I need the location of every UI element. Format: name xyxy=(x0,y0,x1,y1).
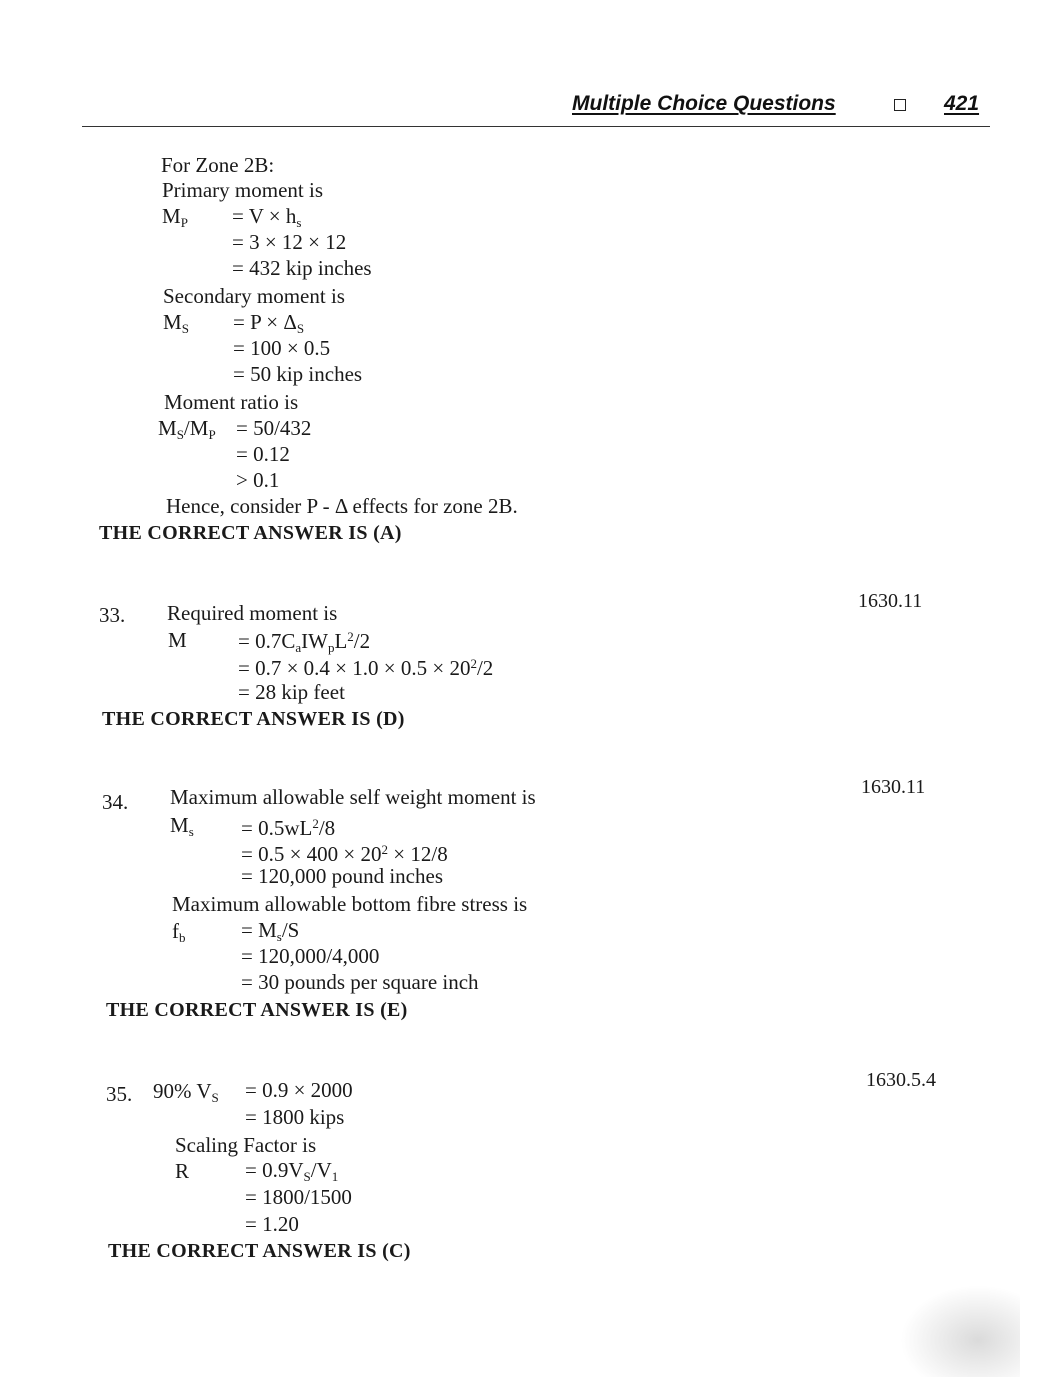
answer-q32: THE CORRECT ANSWER IS (A) xyxy=(99,522,402,544)
q35-equation: = 0.9 × 2000 xyxy=(245,1078,353,1102)
mp-equation: = $V \times h_s$ xyxy=(232,204,302,230)
q35-lead: 90% $V_S$ xyxy=(153,1079,219,1105)
q34-label: Maximum allowable self weight moment is xyxy=(170,785,536,809)
ms-equation: = $P \times \Delta_S$ xyxy=(233,310,305,336)
header-rule xyxy=(82,126,990,127)
mp-step-2: = 432 kip inches xyxy=(232,256,372,280)
q33-symbol: M xyxy=(168,628,187,652)
r-equation: = $0.9V_S/V_1$ xyxy=(245,1158,339,1184)
scan-artifact xyxy=(900,1285,1020,1377)
ratio-step-1: = 0.12 xyxy=(236,442,290,466)
code-reference-q35: 1630.5.4 xyxy=(866,1069,936,1091)
ms-step-2: = 50 kip inches xyxy=(233,362,363,386)
q35-symbol: R xyxy=(175,1159,190,1183)
q34-step-2: = 120,000 pound inches xyxy=(241,864,443,888)
q33-equation: = $0.7C_aIW_pL^2/2$ xyxy=(238,629,371,655)
answer-q35: THE CORRECT ANSWER IS (C) xyxy=(108,1240,411,1262)
page-number: 421 xyxy=(944,92,980,115)
question-number-34: 34. xyxy=(102,790,129,814)
conclusion-text: Hence, consider P - Δ effects for zone 2B. xyxy=(166,494,518,518)
fb-symbol: $f_b$ xyxy=(172,919,186,945)
ms-symbol: $M_S$ xyxy=(163,310,189,336)
primary-moment-label: Primary moment is xyxy=(162,178,323,202)
q33-step-2: = 28 kip feet xyxy=(238,680,345,704)
r-step-1: = 1800/1500 xyxy=(245,1185,352,1209)
q35-factor-label: Scaling Factor is xyxy=(175,1133,317,1157)
mp-symbol: $M_P$ xyxy=(162,204,188,230)
fb-equation: = $M_s/S$ xyxy=(241,918,300,944)
code-reference-q34: 1630.11 xyxy=(861,776,926,798)
answer-q33: THE CORRECT ANSWER IS (D) xyxy=(102,708,405,730)
answer-q34: THE CORRECT ANSWER IS (E) xyxy=(106,999,408,1021)
mp-step-1: = 3 × 12 × 12 xyxy=(232,230,347,254)
moment-ratio-label: Moment ratio is xyxy=(164,390,299,414)
question-number-35: 35. xyxy=(106,1082,133,1106)
r-step-2: = 1.20 xyxy=(245,1212,299,1236)
secondary-moment-label: Secondary moment is xyxy=(163,284,345,308)
q34-symbol: $M_s$ xyxy=(170,813,194,839)
ms-step-1: = 100 × 0.5 xyxy=(233,336,331,360)
q34-stress-label: Maximum allowable bottom fibre stress is xyxy=(172,892,528,916)
q35-step-1: = 1800 kips xyxy=(245,1105,345,1129)
q33-step-1: = $0.7 \times 0.4 \times 1.0 \times 0.5 \times 20^2/2$ xyxy=(238,656,494,680)
ratio-step-2: > 0.1 xyxy=(236,468,280,492)
q33-label: Required moment is xyxy=(167,601,338,625)
fb-step-2: = 30 pounds per square inch xyxy=(241,970,479,994)
ratio-symbol: $M_S/M_P$ xyxy=(158,416,216,442)
zone-heading: For Zone 2B: xyxy=(161,153,275,177)
code-reference-q33: 1630.11 xyxy=(858,590,923,612)
ratio-equation: = 50/432 xyxy=(236,416,312,440)
q34-step-1: = $0.5 \times 400 \times 20^2 \times 12/8$ xyxy=(241,842,448,866)
header-square-icon xyxy=(894,99,906,111)
running-header-title: Multiple Choice Questions xyxy=(572,92,836,115)
fb-step-1: = 120,000/4,000 xyxy=(241,944,380,968)
question-number-33: 33. xyxy=(99,603,126,627)
q34-equation: = $0.5wL^2/8$ xyxy=(241,816,336,840)
